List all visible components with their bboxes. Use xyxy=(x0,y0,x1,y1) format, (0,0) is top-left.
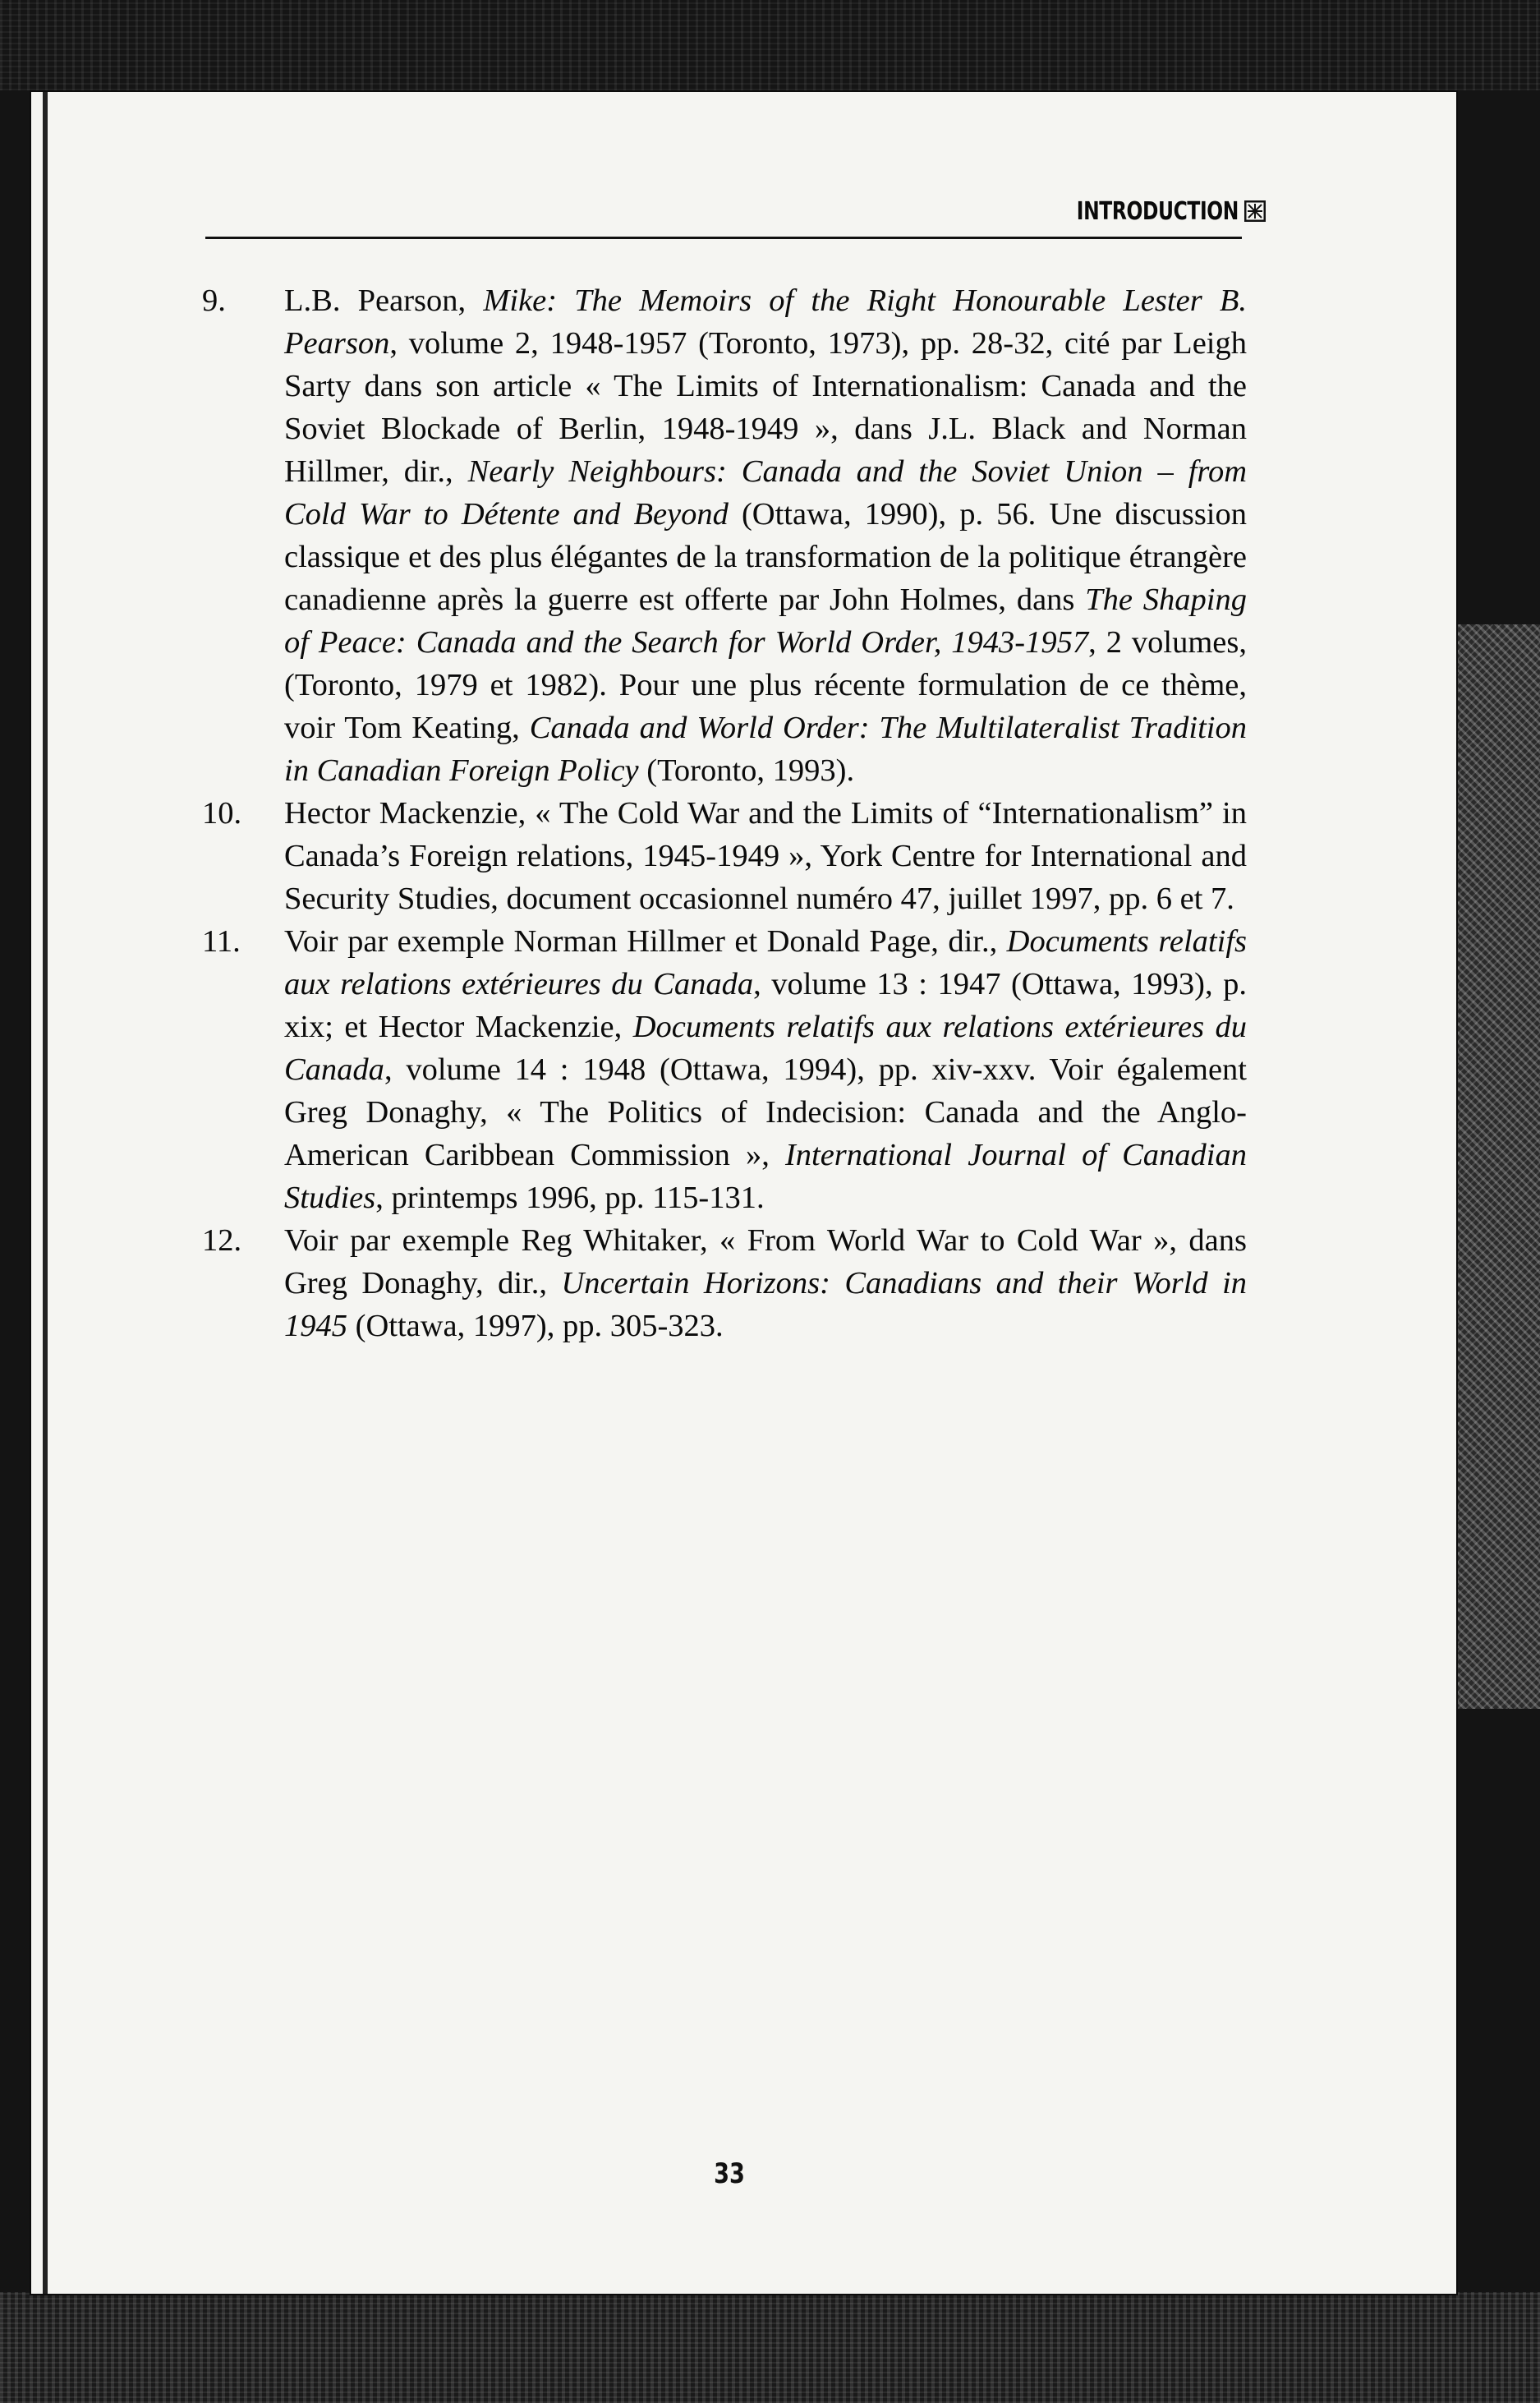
header-rule xyxy=(205,237,1242,239)
endnote-number: 11. xyxy=(202,924,241,959)
endnote-text-segment: , volume 13 : 1947 (Ottawa, 1993), p. xix; et Hector Mackenzie, xyxy=(284,967,1248,1044)
endnote-text-segment: Hector Mackenzie, « The Cold War and the Limits of “Internationalism” in Canada’s Foreign relations, 1945-1949 », York Centre for International and Security Studies, document occasionnel numéro 47, juillet 1997, pp. 6 et 7. xyxy=(284,796,1247,916)
endnote-text-segment: Voir par exemple Norman Hillmer et Donald Page, dir., xyxy=(284,924,1007,959)
endnote-italic-title: Documents relatifs aux relations extérieures du Canada xyxy=(284,1010,1247,1087)
endnote-item xyxy=(195,792,1247,920)
endnote-item xyxy=(195,1219,1247,1347)
endnote-number: 10. xyxy=(202,796,242,831)
scan-background-bottom xyxy=(0,2292,1540,2403)
endnote-italic-title: Documents relatifs aux relations extérieures du Canada xyxy=(284,924,1248,1001)
endnote-text-segment: L.B. Pearson, xyxy=(284,283,484,318)
endnote-italic-title: Uncertain Horizons: Canadians and their World in 1945 xyxy=(284,1266,1248,1343)
endnote-text xyxy=(284,920,1247,1219)
endnote-text-segment: , volume 2, 1948-1957 (Toronto, 1973), pp. 28-32, cité par Leigh Sarty dans son article « The Limits of Internationalism: Canada and the Soviet Blockade of Berlin, 1948-1949 », dans J.L. Black and Norman Hillmer, dir., xyxy=(284,326,1247,489)
page-number: 33 xyxy=(714,2157,745,2190)
scan-background-right xyxy=(1454,624,1540,1709)
book-page xyxy=(31,92,1456,2294)
endnote-text xyxy=(284,279,1247,792)
endnote-number: 9. xyxy=(202,283,226,318)
endnote-text-segment: , 2 volumes, (Toronto, 1979 et 1982). Pour une plus récente formulation de ce thème, voir Tom Keating, xyxy=(284,625,1248,745)
endnote-text-segment: , volume 14 : 1948 (Ottawa, 1994), pp. xiv-xxv. Voir également Greg Donaghy, « The Politics of Indecision: Canada and the Anglo-American Caribbean Commission », xyxy=(284,1052,1247,1172)
endnote-text-segment: (Toronto, 1993). xyxy=(638,753,855,788)
running-head-title: INTRODUCTION xyxy=(1076,197,1239,226)
endnote-text-segment: Voir par exemple Reg Whitaker, « From World War to Cold War », dans Greg Donaghy, dir., xyxy=(284,1223,1247,1300)
endnote-text-segment: (Ottawa, 1990), p. 56. Une discussion classique et des plus élégantes de la transformation de la politique étrangère canadienne après la guerre est offerte par John Holmes, dans xyxy=(284,497,1247,617)
endnote-text xyxy=(284,792,1247,920)
endnote-italic-title: Canada and World Order: The Multilateralist Tradition in Canadian Foreign Policy xyxy=(284,711,1247,788)
endnote-italic-title: The Shaping of Peace: Canada and the Search for World Order, 1943-1957 xyxy=(284,582,1248,660)
scan-background-top xyxy=(0,0,1540,90)
endnote-number: 12. xyxy=(202,1223,242,1258)
endnote-italic-title: Mike: The Memoirs of the Right Honourable Lester B. Pearson xyxy=(284,283,1247,361)
page-binding-edge xyxy=(43,92,48,2294)
endnote-text-segment: (Ottawa, 1997), pp. 305-323. xyxy=(347,1309,724,1343)
endnote-italic-title: International Journal of Canadian Studies xyxy=(284,1138,1247,1215)
endnote-text xyxy=(284,1219,1247,1347)
endnote-item xyxy=(195,920,1247,1219)
boxed-ornament-icon xyxy=(1244,200,1266,222)
endnote-italic-title: Nearly Neighbours: Canada and the Soviet Union – from Cold War to Détente and Beyond xyxy=(284,454,1247,532)
endnotes-list xyxy=(195,279,1247,1347)
endnote-text-segment: , printemps 1996, pp. 115-131. xyxy=(375,1181,765,1215)
endnote-item xyxy=(195,279,1247,792)
